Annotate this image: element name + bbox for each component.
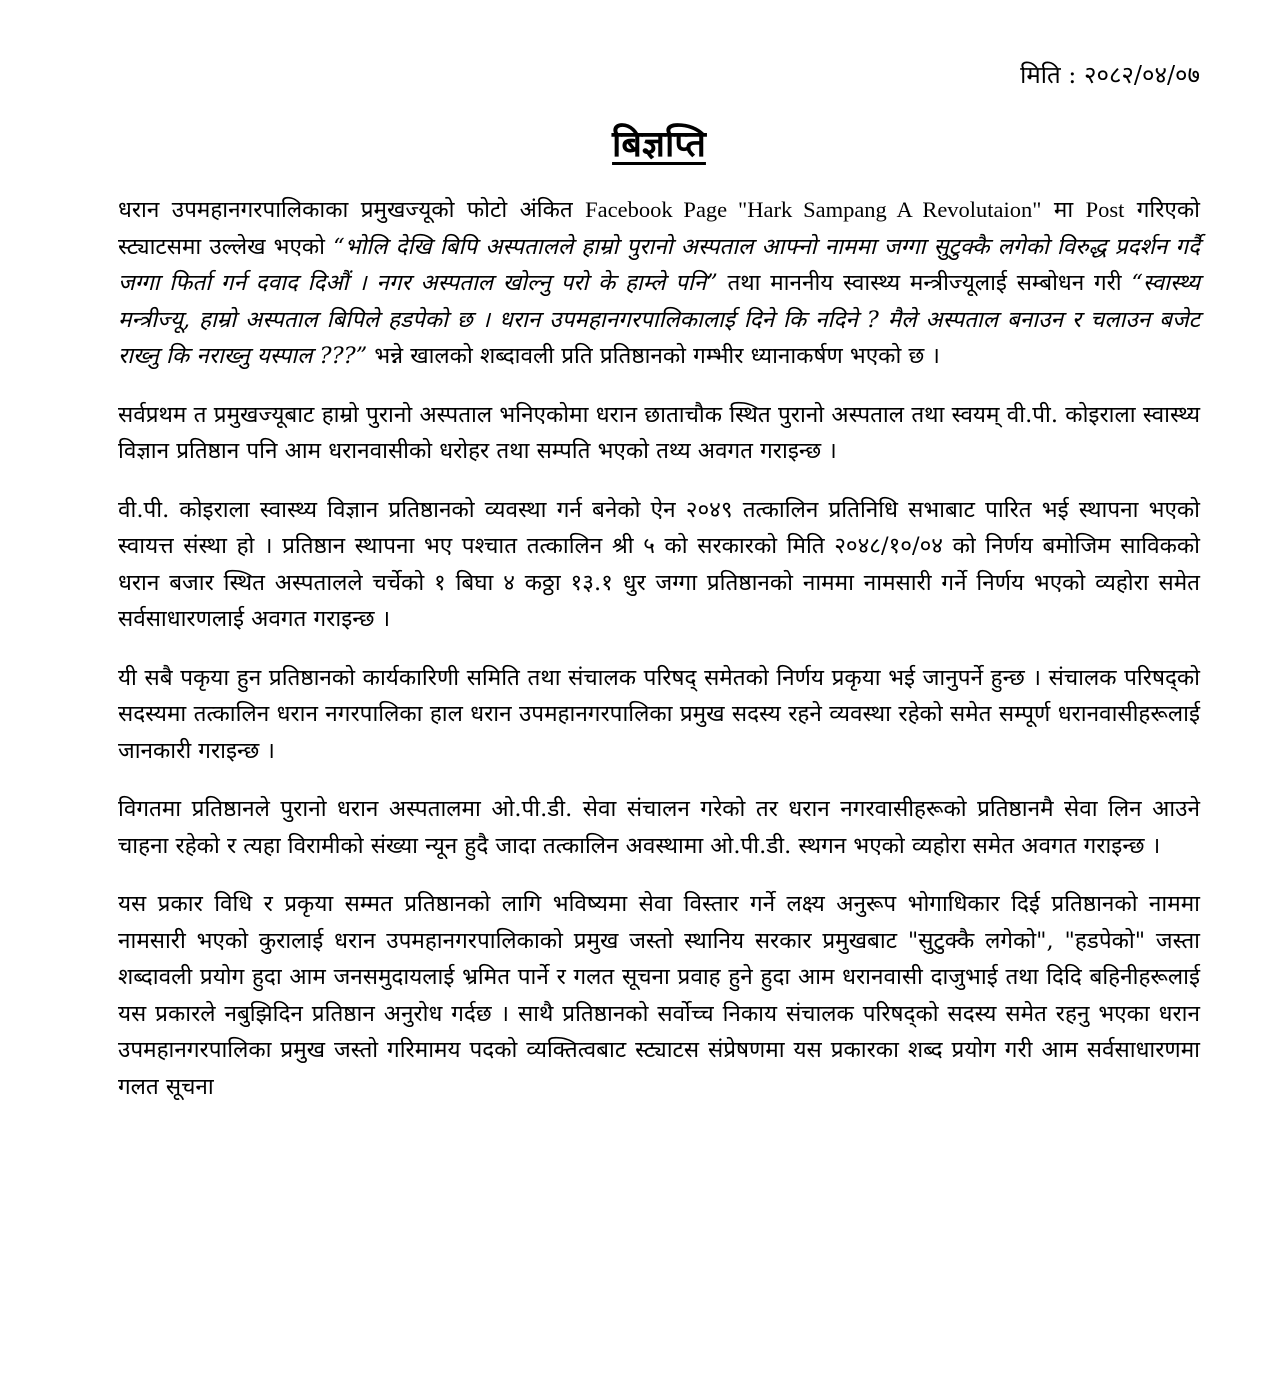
date-line xyxy=(1020,58,1200,91)
paragraph-3: वी.पी. कोइराला स्वास्थ्य विज्ञान प्रतिष्ठानको व्यवस्था गर्न बनेको ऐन २०४९ तत्कालिन प्रतिनिधि सभाबाट पारित भई स्थापना भएको स्वायत्त संस्था हो । प्रतिष्ठान स्थापना भए पश्चात तत्कालिन श्री ५ को सरकारको मिति २०४८/१०/०४ को निर्णय बमोजिम साविकको धरान बजार स्थित अस्पतालले चर्चेको १ बिघा ४ कठ्ठा १३.१ धुर जग्गा प्रतिष्ठानको नाममा नामसारी गर्ने निर्णय भएको व्यहोरा समेत सर्वसाधारणलाई अवगत गराइन्छ । xyxy=(118,496,1200,632)
notice-body xyxy=(118,192,1200,1127)
post-word: Post xyxy=(1085,197,1125,222)
p1-text-2: मा xyxy=(1041,197,1086,223)
paragraph-2: सर्वप्रथम त प्रमुखज्यूबाट हाम्रो पुरानो अस्पताल भनिएकोमा धरान छाताचौक स्थित पुरानो अस्पताल तथा स्वयम् वी.पी. कोइराला स्वास्थ्य विज्ञान प्रतिष्ठान पनि आम धरानवासीको धरोहर तथा सम्पति भएको तथ्य अवगत गराइन्छ । xyxy=(118,401,1200,464)
paragraph-6: यस प्रकार विधि र प्रकृया सम्मत प्रतिष्ठानको लागि भविष्यमा सेवा विस्तार गर्ने लक्ष्य अनुरूप भोगाधिकार दिई प्रतिष्ठानको नाममा नामसारी भएको कुरालाई धरान उपमहानगरपालिकाको प्रमुख जस्तो स्थानिय सरकार प्रमुखबाट "सुटुक्कै लगेको", "हडपेको" जस्ता शब्दावली प्रयोग हुदा आम जनसमुदायलाई भ्रमित पार्ने र गलत सूचना प्रवाह हुने हुदा आम धरानवासी दाजुभाई तथा दिदि बहिनीहरूलाई यस प्रकारले नबुझिदिन प्रतिष्ठान अनुरोध गर्दछ । साथै प्रतिष्ठानको सर्वोच्च निकाय संचालक परिषद्को सदस्य समेत रहनु भएका धरान उपमहानगरपालिका प्रमुख जस्तो गरिमामय पदको व्यक्तित्वबाट स्ट्याटस संप्रेषणमा यस प्रकारका शब्द प्रयोग गरी आम सर्वसाधारणमा गलत सूचना xyxy=(118,891,1200,1100)
page-title xyxy=(118,118,1200,167)
p1-text-1: धरान उपमहानगरपालिकाका प्रमुखज्यूको फोटो अंकित xyxy=(118,197,586,223)
date-label: मिति : xyxy=(1020,61,1077,89)
p1-text-3: गरिएको स्ट्याटसमा उल्लेख भएको xyxy=(118,197,1200,260)
date-value: २०८२/०४/०७ xyxy=(1083,61,1200,89)
paragraph-4: यी सबै पकृया हुन प्रतिष्ठानको कार्यकारिणी समिति तथा संचालक परिषद् समेतको निर्णय प्रकृया भई जानुपर्ने हुन्छ । संचालक परिषद्को सदस्यमा तत्कालिन धरान नगरपालिका हाल धरान उपमहानगरपालिका प्रमुख सदस्य रहने व्यवस्था रहेको समेत सम्पूर्ण धरानवासीहरूलाई जानकारी गराइन्छ । xyxy=(118,664,1200,764)
paragraph-5: विगतमा प्रतिष्ठानले पुरानो धरान अस्पतालमा ओ.पी.डी. सेवा संचालन गरेको तर धरान नगरवासीहरूको प्रतिष्ठानमै सेवा लिन आउने चाहना रहेको र त्यहा विरामीको संख्या न्यून हुदै जादा तत्कालिन अवस्थामा ओ.पी.डी. स्थगन भएको व्यहोरा समेत अवगत गराइन्छ । xyxy=(118,796,1200,859)
quoted-status-2: “स्वास्थ्य मन्त्रीज्यू, हाम्रो अस्पताल बिपिले हडपेको छ । धरान उपमहानगरपालिकालाई दिने कि नदिने ? मैले अस्पताल बनाउन र चलाउन बजेट राख्नु कि नराख्नु यस्पाल ???” xyxy=(118,270,1200,369)
facebook-page-name: Facebook Page "Hark Sampang A Revolutaion" xyxy=(585,197,1042,222)
quoted-status-1: “भोलि देखि बिपि अस्पतालले हाम्रो पुरानो अस्पताल आफ्नो नाममा जग्गा सुटुक्कै लगेको विरुद्ध प्रदर्शन गर्दै जग्गा फिर्ता गर्न दवाद दिऔं । नगर अस्पताल खोल्नु परो के हाम्ले पनि” xyxy=(118,233,1200,296)
p1-text-4: तथा माननीय स्वास्थ्य मन्त्रीज्यूलाई सम्बोधन गरी xyxy=(717,270,1132,296)
title-text: बिज्ञप्ति xyxy=(612,123,706,165)
paragraph-1 xyxy=(118,192,1200,375)
p1-text-5: भन्ने खालको शब्दावली प्रति प्रतिष्ठानको गम्भीर ध्यानाकर्षण भएको छ । xyxy=(367,343,940,369)
